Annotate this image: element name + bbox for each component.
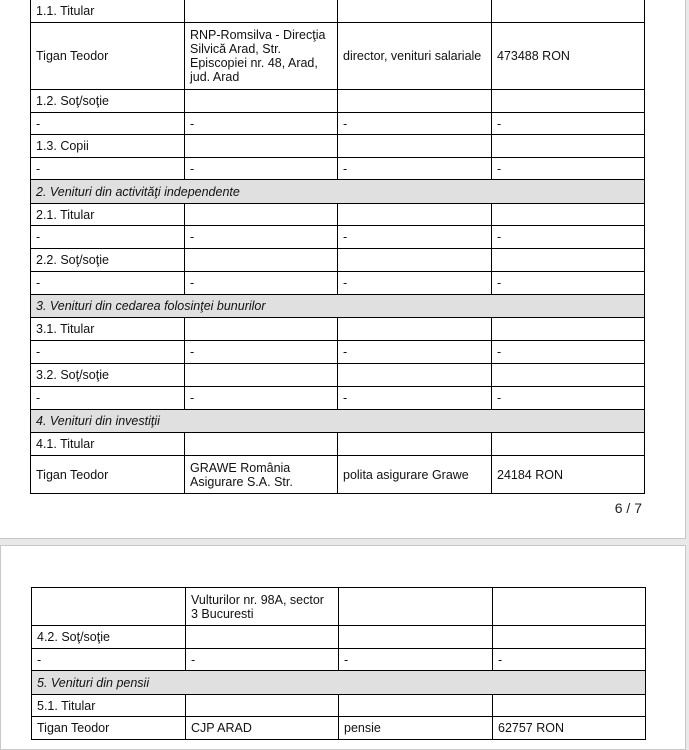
table-cell	[493, 695, 646, 717]
table-cell: 1.1. Titular	[31, 0, 185, 23]
table-cell	[185, 249, 338, 272]
table-row	[31, 0, 645, 23]
table-cell: -	[338, 113, 492, 135]
section-row	[32, 671, 646, 695]
table-cell: Tigan Teodor	[31, 456, 185, 494]
table-cell	[32, 588, 186, 626]
table-row	[31, 23, 645, 90]
table-row	[32, 695, 646, 717]
table-cell	[492, 204, 645, 226]
table-cell: 2.2. Soţ/soţie	[31, 249, 185, 272]
table-cell: -	[185, 113, 338, 135]
table-cell: Vulturilor nr. 98A, sector 3 Bucuresti	[186, 588, 339, 626]
table-row	[32, 588, 646, 626]
income-table-page-7	[31, 587, 646, 740]
table-cell	[493, 626, 646, 649]
table-cell	[493, 588, 646, 626]
table-row	[31, 364, 645, 387]
table-cell: -	[339, 649, 493, 671]
table-cell: -	[492, 113, 645, 135]
table-cell: -	[492, 158, 645, 180]
table-cell: 62757 RON	[493, 717, 646, 740]
table-row	[31, 387, 645, 410]
table-cell: polita asigurare Grawe	[338, 456, 492, 494]
table-cell: -	[32, 649, 186, 671]
table-cell	[492, 433, 645, 456]
table-row	[31, 249, 645, 272]
table-cell	[185, 364, 338, 387]
table-cell	[338, 364, 492, 387]
table-cell: Tigan Teodor	[31, 23, 185, 90]
table-cell: -	[492, 341, 645, 364]
table-cell	[492, 0, 645, 23]
table-row	[31, 204, 645, 226]
table-row	[31, 226, 645, 249]
table-cell: -	[31, 158, 185, 180]
table-cell: -	[185, 341, 338, 364]
table-cell: 1.2. Soţ/soţie	[31, 90, 185, 113]
table-cell: -	[31, 226, 185, 249]
table-cell: pensie	[339, 717, 493, 740]
table-cell: -	[185, 272, 338, 295]
table-cell	[185, 433, 338, 456]
table-cell: director, venituri salariale	[338, 23, 492, 90]
table-cell: -	[185, 387, 338, 410]
table-cell	[339, 695, 493, 717]
section-row	[31, 295, 645, 318]
table-cell: -	[338, 272, 492, 295]
section-heading: 5. Venituri din pensii	[32, 671, 646, 695]
table-row	[32, 649, 646, 671]
table-cell: 4.1. Titular	[31, 433, 185, 456]
table-cell: -	[186, 649, 339, 671]
table-cell: -	[31, 387, 185, 410]
table-cell	[338, 318, 492, 341]
table-cell: -	[31, 341, 185, 364]
table-row	[32, 717, 646, 740]
table-cell	[338, 0, 492, 23]
table-cell	[185, 135, 338, 158]
table-cell	[338, 433, 492, 456]
section-heading: 4. Venituri din investiţii	[31, 410, 645, 433]
table-cell: -	[31, 272, 185, 295]
table-cell: 5.1. Titular	[32, 695, 186, 717]
table-cell: -	[185, 158, 338, 180]
table-cell: RNP-Romsilva - Direcţia Silvică Arad, Str. Episcopiei nr. 48, Arad, jud. Arad	[185, 23, 338, 90]
table-cell: -	[492, 226, 645, 249]
pdf-page-7	[0, 545, 686, 750]
table-cell	[186, 626, 339, 649]
table-cell: -	[338, 341, 492, 364]
table-cell: 4.2. Soţ/soţie	[32, 626, 186, 649]
section-heading: 2. Venituri din activităţi independente	[31, 180, 645, 204]
table-cell: 2.1. Titular	[31, 204, 185, 226]
table-row	[31, 433, 645, 456]
table-cell: 24184 RON	[492, 456, 645, 494]
section-heading: 3. Venituri din cedarea folosinţei bunurilor	[31, 295, 645, 318]
table-cell	[339, 588, 493, 626]
table-cell	[492, 318, 645, 341]
table-cell: 1.3. Copii	[31, 135, 185, 158]
table-cell	[338, 90, 492, 113]
table-cell	[492, 90, 645, 113]
table-cell: -	[493, 649, 646, 671]
table-cell	[338, 204, 492, 226]
table-cell: GRAWE România Asigurare S.A. Str.	[185, 456, 338, 494]
table-cell	[185, 0, 338, 23]
table-cell: 3.2. Soţ/soţie	[31, 364, 185, 387]
table-cell: Tigan Teodor	[32, 717, 186, 740]
table-cell	[338, 249, 492, 272]
section-row	[31, 180, 645, 204]
section-row	[31, 410, 645, 433]
income-table-page-6	[30, 0, 645, 494]
table-cell	[339, 626, 493, 649]
table-cell	[492, 135, 645, 158]
table-row	[31, 135, 645, 158]
table-row	[31, 272, 645, 295]
table-row	[31, 158, 645, 180]
table-row	[31, 318, 645, 341]
table-cell	[186, 695, 339, 717]
table-row	[31, 341, 645, 364]
table-cell: -	[338, 387, 492, 410]
table-row	[31, 456, 645, 494]
table-cell: -	[31, 113, 185, 135]
table-cell	[185, 90, 338, 113]
table-cell: 473488 RON	[492, 23, 645, 90]
table-row	[32, 626, 646, 649]
table-cell: 3.1. Titular	[31, 318, 185, 341]
table-cell	[185, 318, 338, 341]
table-cell	[338, 135, 492, 158]
page-number: 6 / 7	[614, 500, 642, 516]
table-row	[31, 90, 645, 113]
table-cell: -	[492, 387, 645, 410]
table-cell: -	[338, 158, 492, 180]
table-row	[31, 113, 645, 135]
table-cell	[492, 249, 645, 272]
table-cell: -	[185, 226, 338, 249]
table-cell	[185, 204, 338, 226]
table-cell: -	[492, 272, 645, 295]
table-cell: -	[338, 226, 492, 249]
table-cell: CJP ARAD	[186, 717, 339, 740]
table-cell	[492, 364, 645, 387]
